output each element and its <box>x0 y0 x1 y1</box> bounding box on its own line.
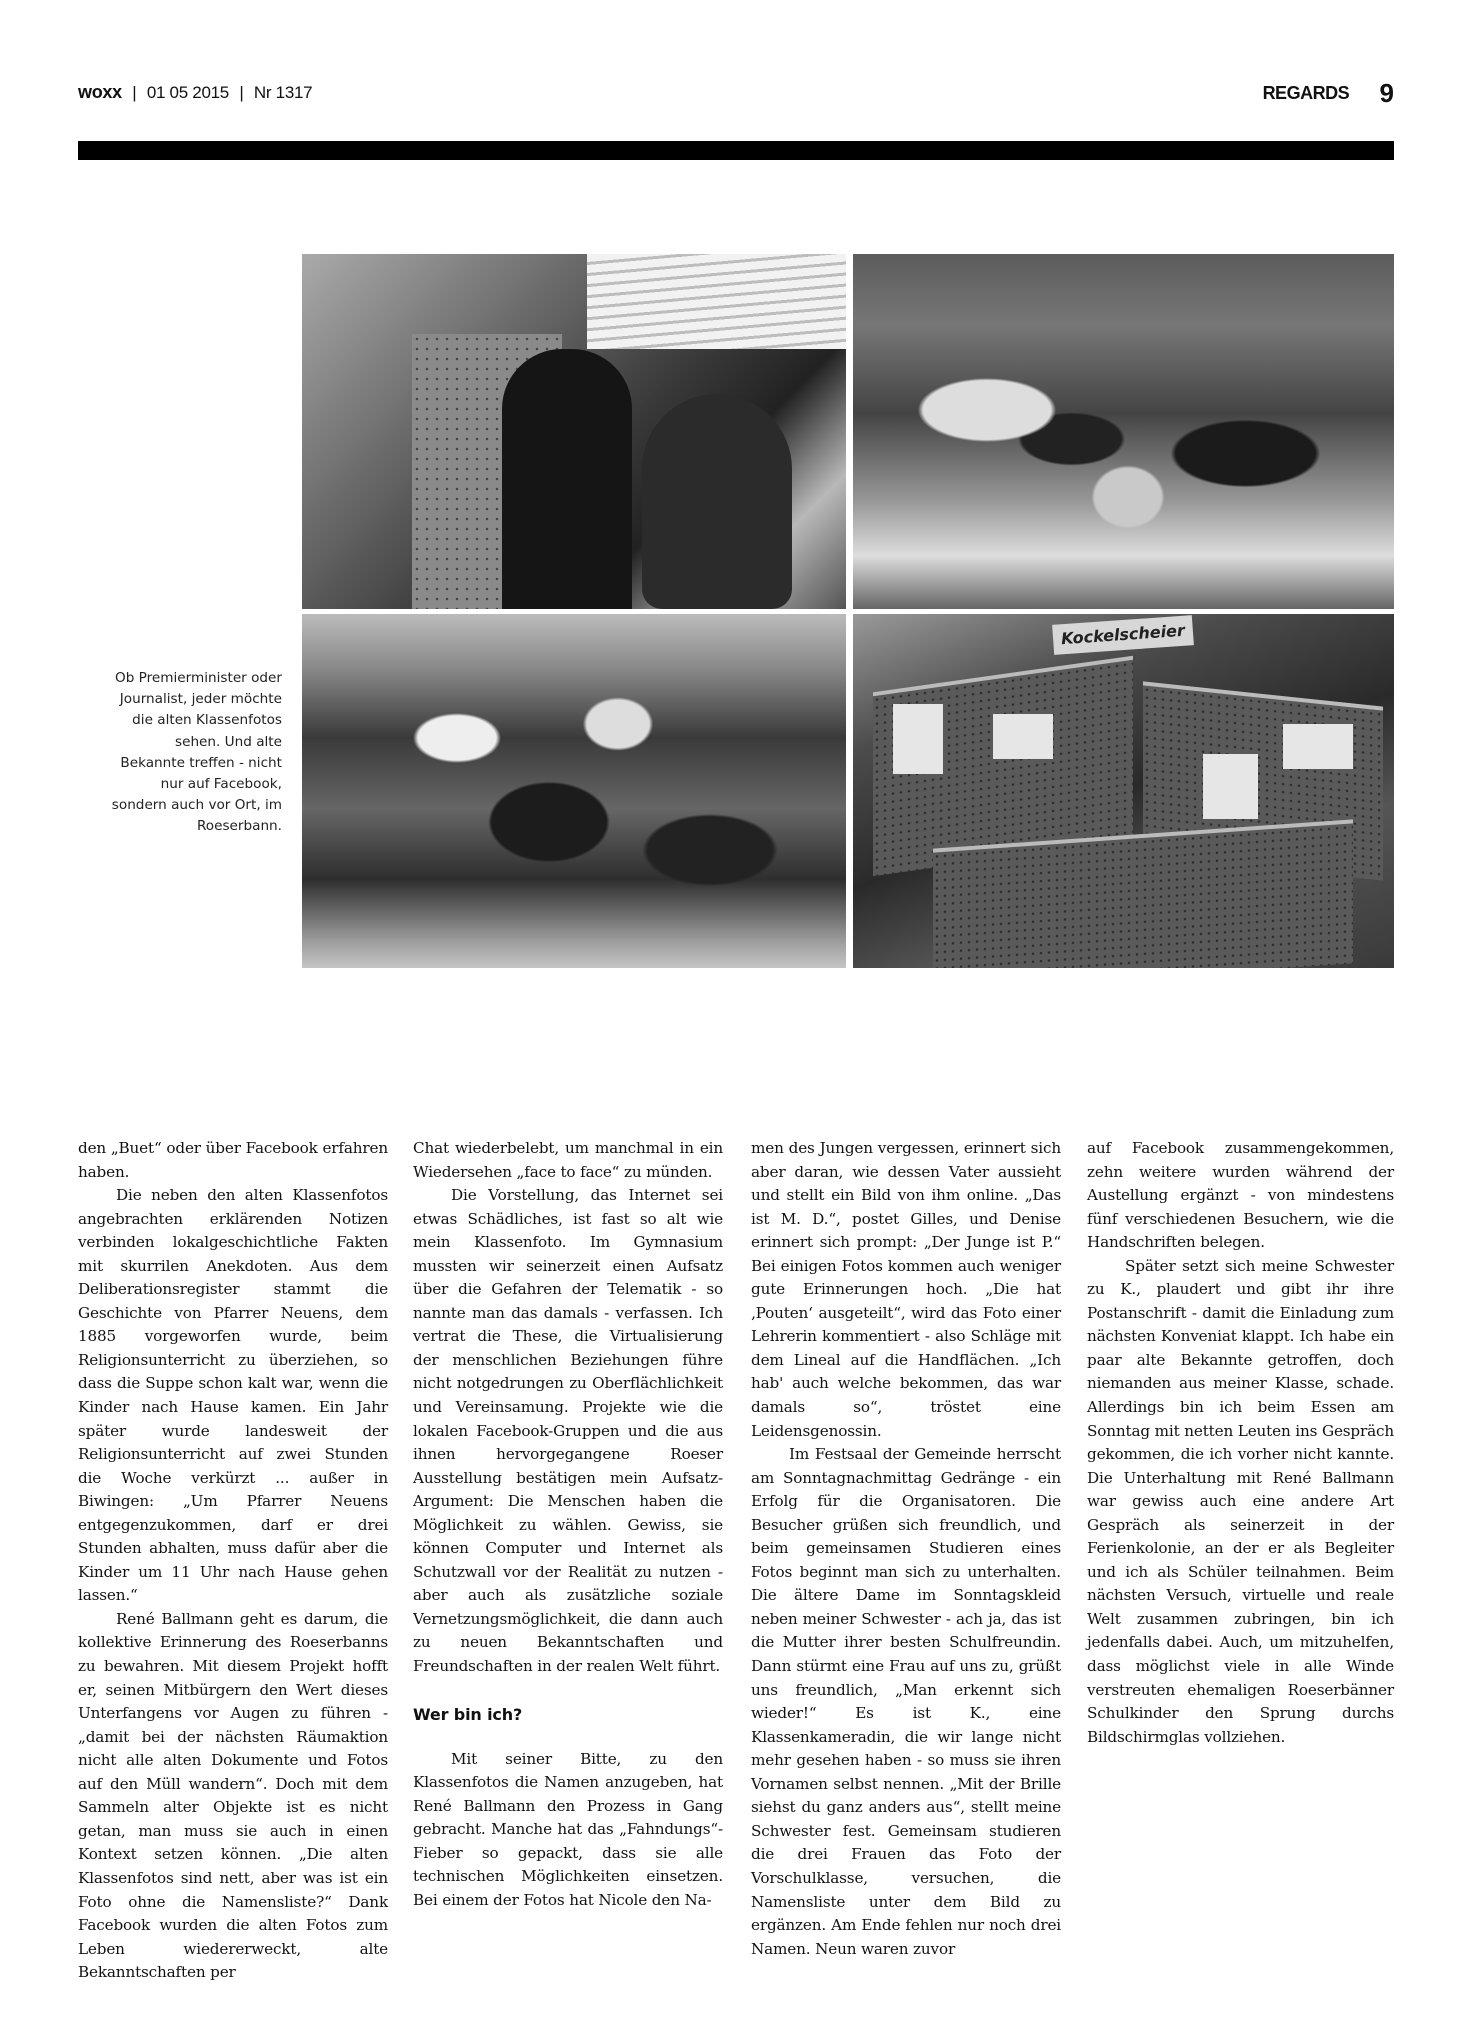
photo-print <box>993 714 1053 759</box>
man-figure <box>502 349 632 609</box>
header-rule <box>78 141 1394 160</box>
paragraph: Im Festsaal der Gemeinde herrscht am Sonntagnachmittag Gedränge - ein Erfolg für die Organisatoren. Die Besucher grüßen sich freundlich, und beim gemeinsamen Studieren eines Fotos beginnt man sich zu unterhalten. Die ältere Dame im Sonntagskleid neben meiner Schwester - ach ja, das ist die Mutter ihrer besten Schulfreundin. Dann stürmt eine Frau auf uns zu, grüßt uns freundlich, „Man erkennt sich wieder!“ Es ist K., eine Klassenkameradin, die wir lange nicht mehr gesehen haben - so muss sie ihren Vornamen selbst nennen. „Mit der Brille siehst du ganz anders aus“, stellt meine Schwester fest. Gemeinsam studieren die drei Frauen das Foto der Vorschulklasse, versuchen, die Namensliste unter dem Bild zu ergänzen. Am Ende fehlen nur noch drei Namen. Neun waren zuvor <box>751 1445 1061 1958</box>
photo-print <box>1283 724 1353 769</box>
paragraph: den „Buet“ oder über Facebook erfahren haben. <box>78 1139 388 1181</box>
brand-name: woxx <box>78 82 122 102</box>
issue-number: Nr 1317 <box>253 83 313 102</box>
photo-print <box>893 704 943 774</box>
paragraph: Mit seiner Bitte, zu den Klassenfotos die Namen anzugeben, hat René Ballmann den Prozess in Gang gebracht. Manche hat das „Fahndungs“-Fieber so gepackt, dass sie alle technischen Möglichkeiten einsetzen. Bei einem der Fotos hat Nicole den Na- <box>413 1749 723 1909</box>
photo-preschool-class <box>853 254 1394 609</box>
photo-politician-at-exhibition <box>302 254 846 609</box>
subheading: Wer bin ich? <box>413 1704 523 1724</box>
class-group <box>893 294 1363 584</box>
article-column-1 <box>78 1137 388 1985</box>
article-column-2 <box>413 1137 723 1912</box>
paragraph: Die neben den alten Klassenfotos angebrachten erklärenden Notizen verbinden lokalgeschichtliche Fakten mit skurrilen Anekdoten. Aus dem Deliberationsregister stammt die Geschichte von Pfarrer Neuens, dem 1885 vorgeworfen wurde, beim Religionsunterricht zu überziehen, so dass die Suppe schon kalt war, wenn die Kinder nach Hause kamen. Ein Jahr später wurde landesweit der Religionsunterricht auf zwei Stunden die Woche verkürzt ... außer in Biwingen: „Um Pfarrer Neuens entgegenzukommen, darf er drei Stunden abhalten, muss dafür aber die Kinder um 11 Uhr nach Hause gehen lassen.“ <box>78 1186 388 1605</box>
article-column-4 <box>1087 1137 1394 1749</box>
paragraph: Chat wiederbelebt, um manchmal in ein Wiedersehen „face to face“ zu münden. <box>413 1139 723 1181</box>
photo-school-class <box>302 614 846 968</box>
class-group <box>342 654 802 934</box>
page-number: 9 <box>1379 78 1394 108</box>
separator: | <box>239 83 244 102</box>
photo-caption: Ob Premierminister oder Journalist, jeder möchte die alten Klassenfotos sehen. Und alte Bekannte treffen - nicht nur auf Facebook, sondern auch vor Ort, im Roeserbann. <box>111 670 282 835</box>
page-header <box>78 78 1394 112</box>
window-blinds <box>587 254 846 349</box>
paragraph: Später setzt sich meine Schwester zu K., plaudert und gibt ihr ihre Postanschrift - damit die Einladung zum nächsten Konveniat klappt. Ich habe ein paar alte Bekannte getroffen, doch niemanden aus meiner Klasse, schade. Allerdings bin ich beim Essen am Sonntag mit netten Leuten ins Gespräch gekommen, die ich vorher nicht kannte. Die Unterhaltung mit René Ballmann war gewiss auch eine andere Art Gespräch als seinerzeit in der Ferienkolonie, an der er als Begleiter und ich als Schüler teilnahmen. Beim nächsten Versuch, virtuelle und reale Welt zusammen zubringen, bin ich jedenfalls dabei. Auch, um mitzuhelfen, dass möglichst viele in alle Winde verstreuten ehemaligen Roeserbänner Schulkinder den Sprung durchs Bildschirmglas vollziehen. <box>1087 1256 1394 1746</box>
paragraph: auf Facebook zusammengekommen, zehn weitere wurden während der Austellung ergänzt - von mindestens fünf verschiedenen Besuchern, wie die Handschriften belegen. <box>1087 1139 1394 1252</box>
issue-date: 01 05 2015 <box>146 83 229 102</box>
paragraph: Die Vorstellung, das Internet sei etwas Schädliches, ist fast so alt wie mein Klassenfoto. Im Gymnasium mussten wir seinerzeit einen Aufsatz über die Gefahren der Telematik - so nannte man das damals - verfassen. Ich vertrat die These, die Virtualisierung der menschlichen Beziehungen führe nicht notgedrungen zu Oberflächlichkeit und Vereinsamung. Projekte wie die lokalen Facebook-Gruppen und die aus ihnen hervorgegangene Roeser Ausstellung bestätigen mein Aufsatz-Argument: Die Menschen haben die Möglichkeit zu wählen. Gewiss, sie können Computer und Internet als Schutzwall vor der Realität zu nutzen - aber auch als zusätzliche soziale Vernetzungsmöglichkeit, die dann auch zu neuen Bekanntschaften und Freundschaften in der realen Welt führt. <box>413 1186 723 1676</box>
woman-figure <box>642 394 792 609</box>
exhibition-sign: Kockelscheier <box>1052 615 1194 655</box>
photo-exhibition-panels <box>853 614 1394 968</box>
section-name: REGARDS <box>1262 83 1350 103</box>
article-column-3 <box>751 1137 1061 1961</box>
photo-print <box>1203 754 1258 819</box>
paragraph: René Ballmann geht es darum, die kollektive Erinnerung des Roeserbanns zu bewahren. Mit diesem Projekt hofft er, seinen Mitbürgern den Wert dieses Unterfangens vor Augen zu führen - „damit bei der nächsten Räumaktion nicht alle alten Dokumente und Fotos auf den Müll wandern“. Doch mit dem Sammeln alter Objekte ist es nicht getan, man muss sie auch in einen Kontext setzen können. „Die alten Klassenfotos sind nett, aber was ist ein Foto ohne die Namensliste?“ Dank Facebook wurden die alten Fotos zum Leben wiedererweckt, alte Bekanntschaften per <box>78 1609 388 1982</box>
paragraph: men des Jungen vergessen, erinnert sich aber daran, wie dessen Vater aussieht und stellt ein Bild von ihm online. „Das ist M. D.“, postet Gilles, und Denise erinnert sich prompt: „Der Junge ist P.“ Bei einigen Fotos kommen auch weniger gute Erinnerungen hoch. „Die hat ‚Pouten‘ ausgeteilt“, wird das Foto einer Lehrerin kommentiert - also Schläge mit dem Lineal auf die Handflächen. „Ich hab' auch welche bekommen, das war damals so“, tröstet eine Leidensgenossin. <box>751 1139 1061 1440</box>
issue-info <box>78 82 312 103</box>
separator: | <box>132 83 137 102</box>
section-info <box>1263 78 1394 109</box>
